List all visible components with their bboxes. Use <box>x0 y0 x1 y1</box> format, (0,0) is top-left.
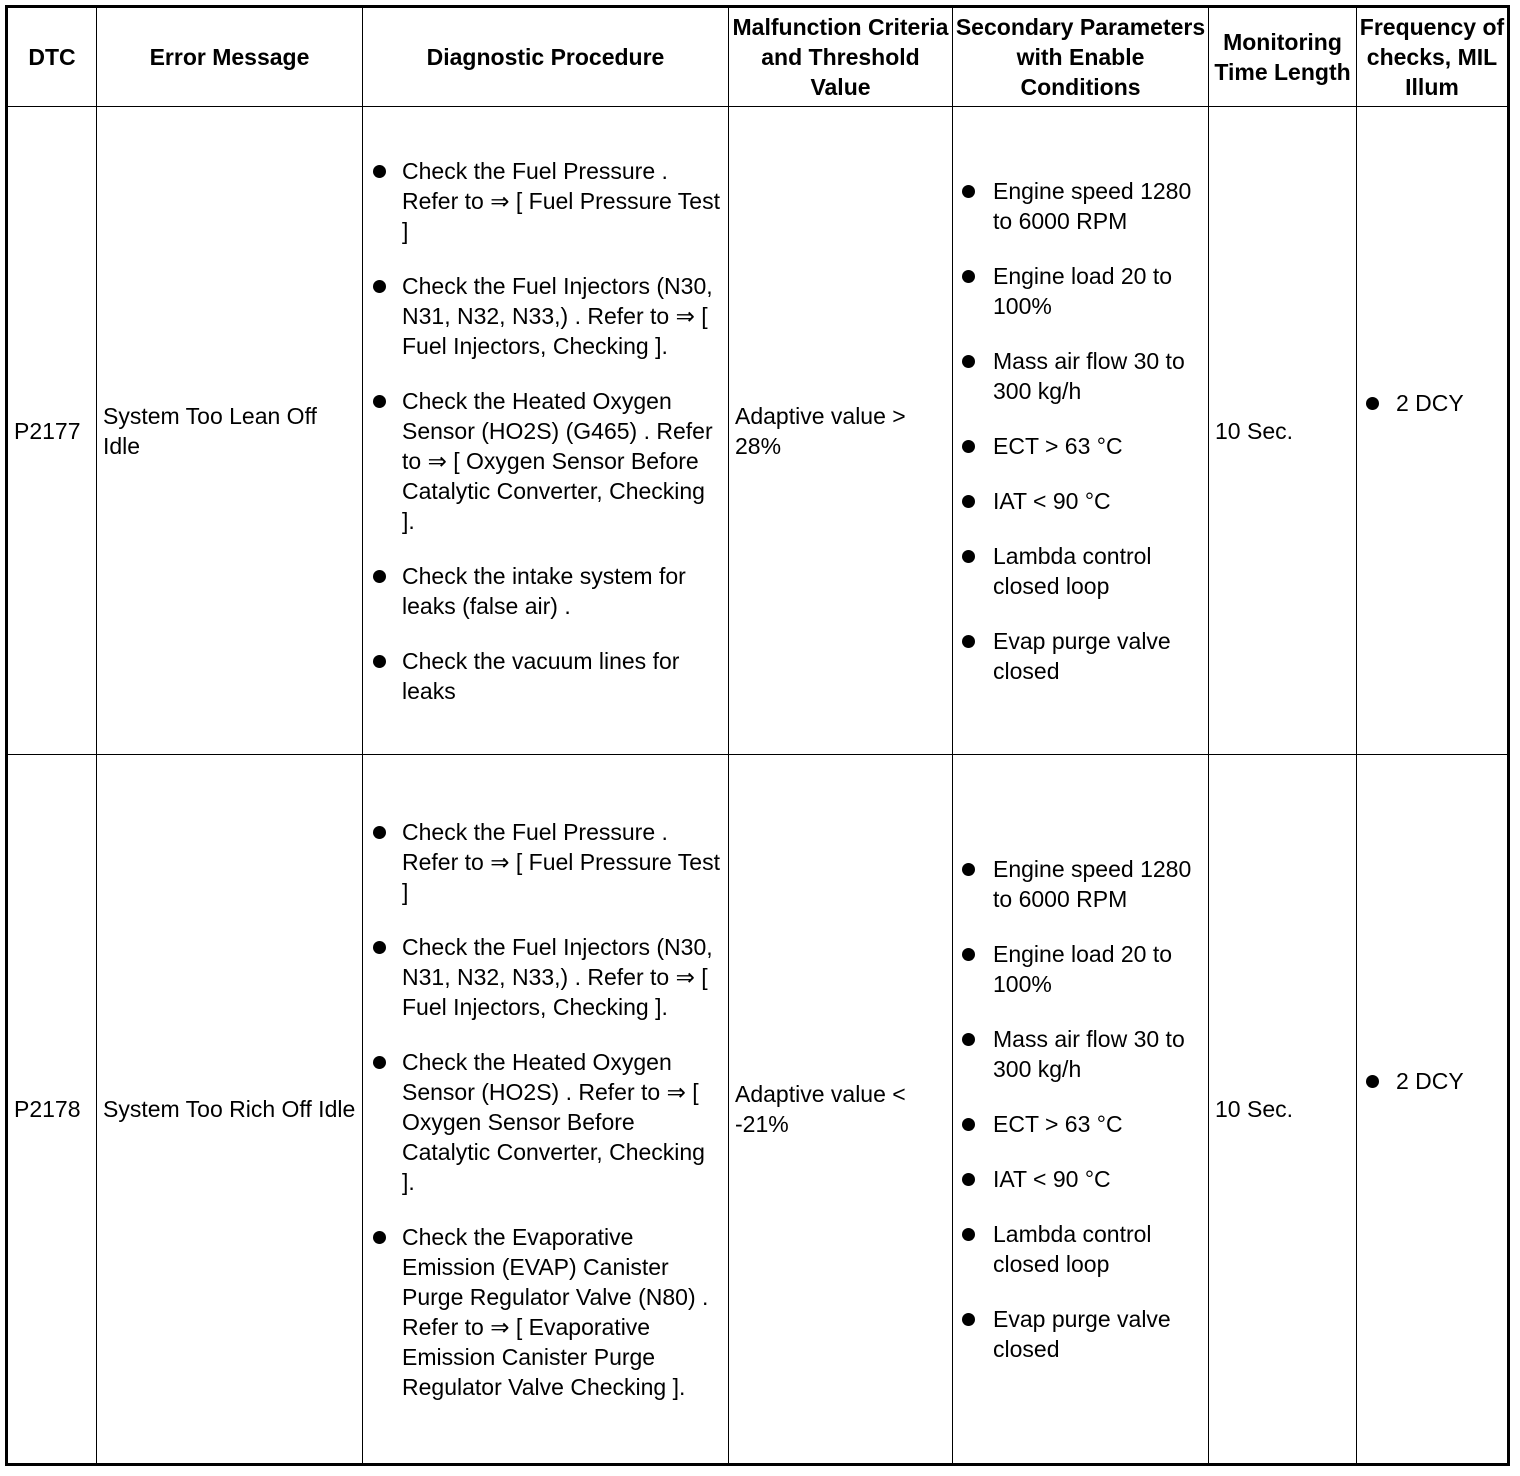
frequency-list <box>1363 1066 1501 1096</box>
bullet-icon <box>962 355 975 368</box>
list-item <box>369 1047 722 1197</box>
parameter: Engine speed 1280 to 6000 RPM <box>993 177 1192 234</box>
parameter: Engine load 20 to 100% <box>993 941 1173 997</box>
parameter-list <box>959 854 1202 1364</box>
procedure-step: Check the Fuel Pressure . Refer to ⇒ [ Fuel Pressure Test ] <box>402 157 720 244</box>
bullet-icon <box>962 440 975 453</box>
list-item <box>959 486 1202 516</box>
bullet-icon <box>373 826 386 839</box>
frequency-value: 2 DCY <box>1396 1068 1464 1094</box>
bullet-icon <box>962 948 975 961</box>
list-item <box>959 1164 1202 1194</box>
list-item <box>369 156 722 246</box>
list-item <box>369 561 722 621</box>
parameter: IAT < 90 °C <box>993 487 1111 514</box>
list-item <box>369 271 722 361</box>
parameter: IAT < 90 °C <box>993 1166 1111 1192</box>
list-item <box>959 626 1202 686</box>
secondary-parameters <box>953 755 1209 1465</box>
list-item <box>959 346 1202 406</box>
list-item <box>959 431 1202 461</box>
list-item <box>369 386 722 536</box>
table-row <box>7 107 1509 755</box>
parameter: Engine load 20 to 100% <box>993 262 1173 319</box>
parameter: Lambda control closed loop <box>993 1221 1152 1277</box>
procedure-step: Check the Fuel Pressure . Refer to ⇒ [ Fuel Pressure Test ] <box>402 818 720 905</box>
header-secondary-parameters: Secondary Parameters with Enable Conditions <box>953 7 1209 107</box>
error-message: System Too Rich Off Idle <box>97 755 363 1465</box>
bullet-icon <box>962 495 975 508</box>
list-item <box>369 932 722 1022</box>
header-malfunction-criteria: Malfunction Criteria and Threshold Value <box>729 7 953 107</box>
list-item <box>959 1024 1202 1084</box>
dtc-table <box>5 5 1510 1466</box>
frequency <box>1357 755 1509 1465</box>
bullet-icon <box>962 1118 975 1131</box>
procedure-step: Check the intake system for leaks (false air) . <box>402 562 686 619</box>
list-item <box>959 1109 1202 1139</box>
bullet-icon <box>373 395 386 408</box>
frequency-value: 2 DCY <box>1396 389 1464 416</box>
malfunction-criteria: Adaptive value > 28% <box>729 107 953 755</box>
bullet-icon <box>962 863 975 876</box>
list-item <box>369 817 722 907</box>
header-monitoring-time: Monitoring Time Length <box>1209 7 1357 107</box>
procedure-step: Check the Heated Oxygen Sensor (HO2S) . Refer to ⇒ [ Oxygen Sensor Before Catalytic Converter, Checking ]. <box>402 1048 705 1195</box>
parameter: Engine speed 1280 to 6000 RPM <box>993 856 1192 912</box>
table-row <box>7 755 1509 1465</box>
bullet-icon <box>1366 397 1379 410</box>
dtc-code: P2177 <box>7 107 97 755</box>
bullet-icon <box>373 570 386 583</box>
parameter: ECT > 63 °C <box>993 1111 1123 1137</box>
header-row <box>7 7 1509 107</box>
parameter-list <box>959 176 1202 686</box>
header-frequency: Frequency of checks, MIL Illum <box>1357 7 1509 107</box>
bullet-icon <box>373 1231 386 1244</box>
procedure-step: Check the Evaporative Emission (EVAP) Canister Purge Regulator Valve (N80) . Refer to ⇒ [ Evaporative Emission Canister Purge Regulator Valve Checking ]. <box>402 1223 709 1400</box>
bullet-icon <box>373 1056 386 1069</box>
list-item <box>959 939 1202 999</box>
list-item <box>1363 388 1501 418</box>
procedure-step: Check the vacuum lines for leaks <box>402 647 680 704</box>
procedure-step: Check the Fuel Injectors (N30, N31, N32, N33,) . Refer to ⇒ [ Fuel Injectors, Checking ]. <box>402 272 713 359</box>
parameter: Evap purge valve closed <box>993 627 1171 684</box>
frequency-list <box>1363 388 1501 418</box>
parameter: Mass air flow 30 to 300 kg/h <box>993 347 1185 404</box>
bullet-icon <box>962 1228 975 1241</box>
bullet-icon <box>373 655 386 668</box>
bullet-icon <box>1366 1075 1379 1088</box>
bullet-icon <box>373 280 386 293</box>
bullet-icon <box>373 165 386 178</box>
parameter: Evap purge valve closed <box>993 1306 1171 1362</box>
procedure-step: Check the Fuel Injectors (N30, N31, N32, N33,) . Refer to ⇒ [ Fuel Injectors, Checking ]. <box>402 933 713 1020</box>
list-item <box>959 854 1202 914</box>
diagnostic-procedure <box>363 755 729 1465</box>
procedure-list <box>369 817 722 1402</box>
list-item <box>959 1304 1202 1364</box>
list-item <box>959 541 1202 601</box>
parameter: Mass air flow 30 to 300 kg/h <box>993 1026 1185 1082</box>
bullet-icon <box>962 270 975 283</box>
bullet-icon <box>962 1173 975 1186</box>
bullet-icon <box>962 550 975 563</box>
error-message: System Too Lean Off Idle <box>97 107 363 755</box>
list-item <box>959 261 1202 321</box>
procedure-list <box>369 156 722 706</box>
header-dtc: DTC <box>7 7 97 107</box>
diagnostic-procedure <box>363 107 729 755</box>
dtc-code: P2178 <box>7 755 97 1465</box>
procedure-step: Check the Heated Oxygen Sensor (HO2S) (G465) . Refer to ⇒ [ Oxygen Sensor Before Catalytic Converter, Checking ]. <box>402 387 713 534</box>
bullet-icon <box>962 1033 975 1046</box>
frequency <box>1357 107 1509 755</box>
list-item <box>369 1222 722 1402</box>
list-item <box>369 646 722 706</box>
bullet-icon <box>962 185 975 198</box>
list-item <box>1363 1066 1501 1096</box>
malfunction-criteria: Adaptive value < -21% <box>729 755 953 1465</box>
list-item <box>959 176 1202 236</box>
bullet-icon <box>373 941 386 954</box>
monitoring-time: 10 Sec. <box>1209 107 1357 755</box>
bullet-icon <box>962 1313 975 1326</box>
monitoring-time: 10 Sec. <box>1209 755 1357 1465</box>
parameter: Lambda control closed loop <box>993 542 1152 599</box>
secondary-parameters <box>953 107 1209 755</box>
header-error-message: Error Message <box>97 7 363 107</box>
list-item <box>959 1219 1202 1279</box>
header-diagnostic-procedure: Diagnostic Procedure <box>363 7 729 107</box>
parameter: ECT > 63 °C <box>993 432 1123 459</box>
bullet-icon <box>962 635 975 648</box>
